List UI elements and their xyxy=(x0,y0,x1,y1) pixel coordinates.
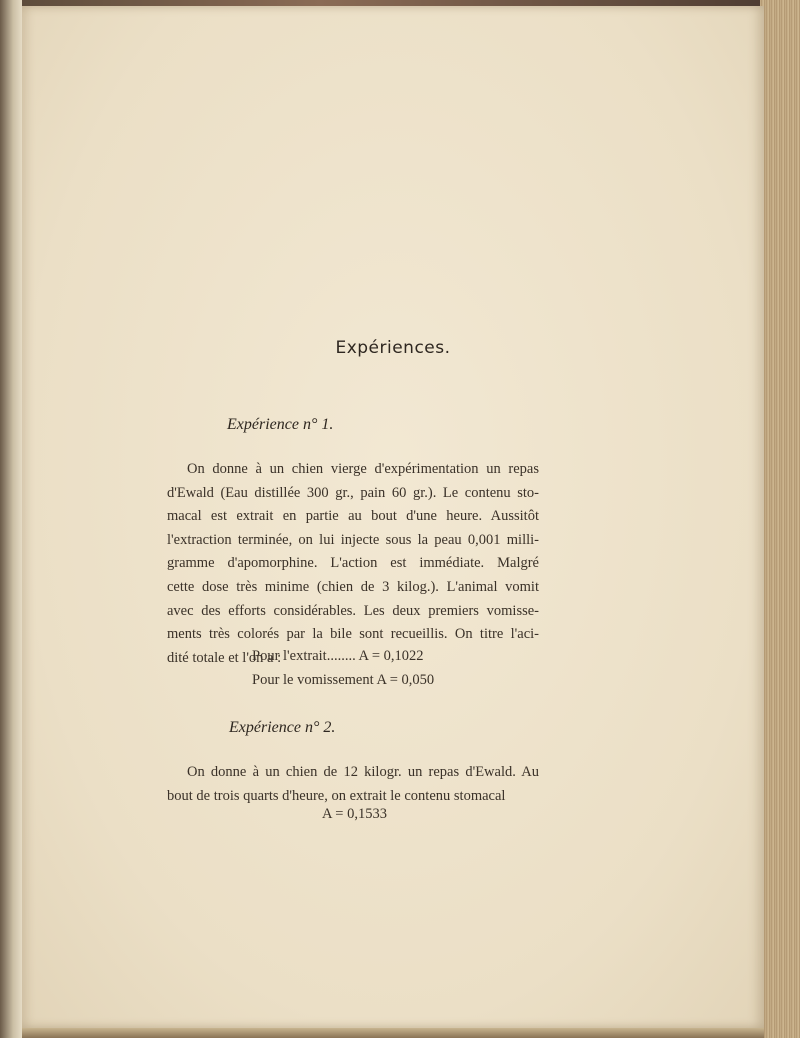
experiment-2-title: Expérience n° 2. xyxy=(229,719,336,736)
paragraph-line: macal est extrait en partie au bout d'une heure. Aussitôt xyxy=(167,508,539,525)
book-page xyxy=(22,6,764,1028)
experiment-2-paragraph xyxy=(167,761,539,808)
paragraph-line: dité totale et l'on a : xyxy=(167,649,282,666)
result-acidity: A = 0,1533 xyxy=(322,806,387,822)
book-page-stack xyxy=(760,0,800,1038)
paragraph-line: cette dose très minime (chien de 3 kilog.). L'animal vomit xyxy=(167,578,539,595)
experiment-1-paragraph xyxy=(167,458,539,670)
paragraph-line: l'extraction terminée, on lui injecte sous la peau 0,001 milli- xyxy=(167,531,539,548)
result-extract: Pour l'extrait........ A = 0,1022 xyxy=(252,648,424,664)
result-vomit: Pour le vomissement A = 0,050 xyxy=(252,672,435,688)
paragraph-line: On donne à un chien de 12 kilogr. un repas d'Ewald. Au xyxy=(187,764,539,780)
paragraph-line: On donne à un chien vierge d'expérimentation un repas xyxy=(187,461,539,477)
book-bottom-edge xyxy=(22,1028,764,1038)
paragraph-line: d'Ewald (Eau distillée 300 gr., pain 60 gr.). Le contenu sto- xyxy=(167,484,539,501)
paragraph-line: avec des efforts considérables. Les deux premiers vomisse- xyxy=(167,602,539,619)
paragraph-line: bout de trois quarts d'heure, on extrait le contenu stomacal xyxy=(167,787,506,804)
paragraph-line: ments très colorés par la bile sont recueillis. On titre l'aci- xyxy=(167,626,539,643)
book-gutter xyxy=(0,0,22,1038)
paragraph-line: gramme d'apomorphine. L'action est immédiate. Malgré xyxy=(167,555,539,572)
section-title: Expériences. xyxy=(335,338,451,358)
experiment-1-title: Expérience n° 1. xyxy=(227,416,334,433)
